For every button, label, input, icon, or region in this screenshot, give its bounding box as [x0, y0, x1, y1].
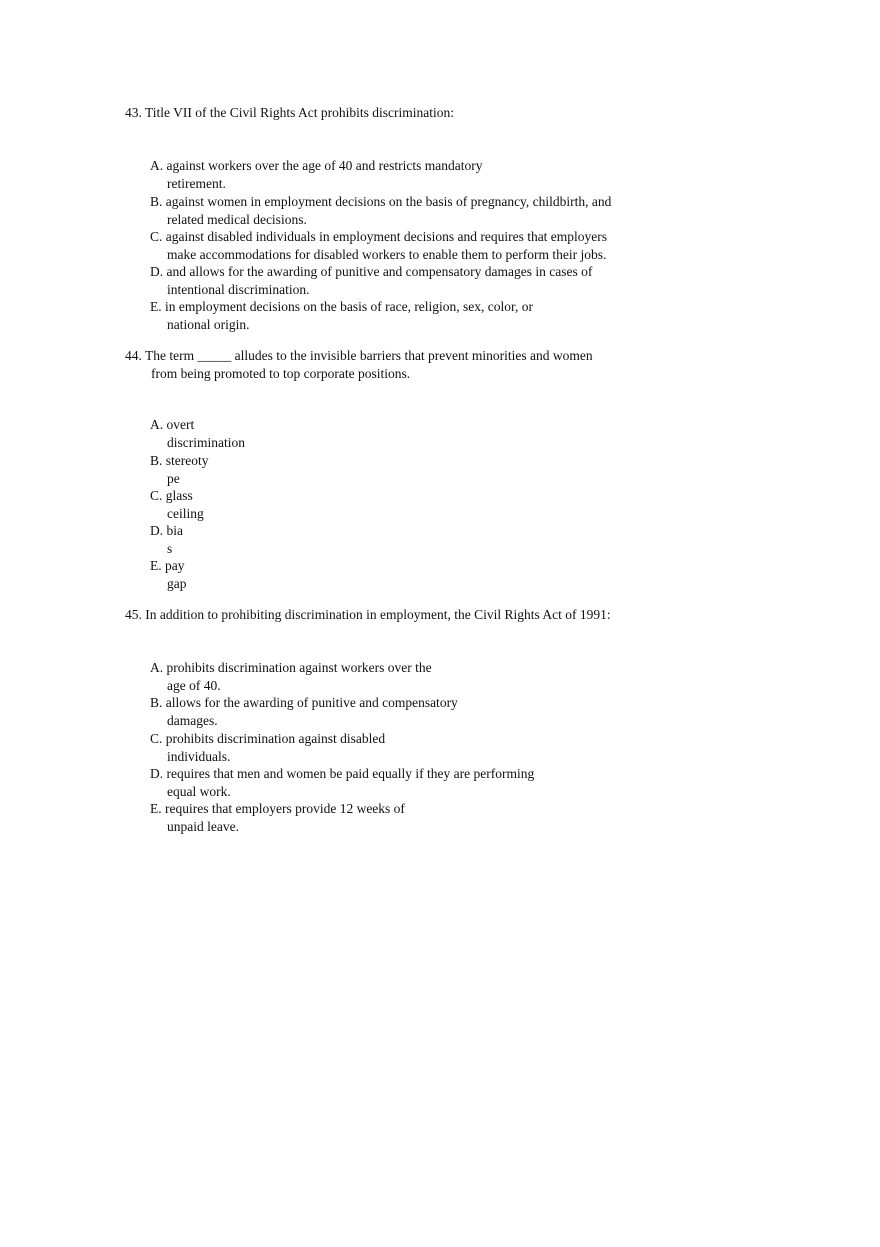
- option-letter: C.: [150, 488, 163, 503]
- question-44-option-a: [150, 416, 245, 451]
- option-letter: C.: [150, 229, 163, 244]
- question-45-option-d: [150, 765, 534, 800]
- option-letter: B.: [150, 194, 163, 209]
- question-45-option-b: [150, 694, 458, 729]
- question-44-option-c: [150, 487, 204, 522]
- option-letter: C.: [150, 731, 163, 746]
- option-letter: A.: [150, 660, 164, 675]
- question-44-option-b: [150, 452, 209, 487]
- option-text-line-2: individuals.: [167, 748, 231, 764]
- option-text-line-2: s: [167, 540, 173, 556]
- option-letter: E.: [150, 558, 162, 573]
- question-45-text: 45. In addition to prohibiting discrimination in employment, the Civil Rights Act of 1991:: [125, 607, 611, 622]
- option-letter: E.: [150, 299, 162, 314]
- option-text-line-2: unpaid leave.: [167, 818, 239, 834]
- option-letter: B.: [150, 453, 163, 468]
- option-text-line-1: prohibits discrimination against workers over the: [166, 660, 432, 675]
- question-44-text-line-1: 44. The term _____ alludes to the invisible barriers that prevent minorities and women: [125, 348, 593, 363]
- option-text-line-2: equal work.: [167, 783, 231, 799]
- option-text-line-2: discrimination: [167, 434, 245, 450]
- option-text-line-2: pe: [167, 470, 180, 486]
- question-45-option-e: [150, 800, 405, 835]
- option-text-line-1: bia: [166, 523, 183, 538]
- option-text-line-2: intentional discrimination.: [167, 281, 310, 297]
- option-letter: A.: [150, 417, 164, 432]
- option-text-line-2: retirement.: [167, 175, 226, 191]
- question-43-option-c: [150, 228, 607, 263]
- question-43-option-d: [150, 263, 592, 298]
- option-letter: A.: [150, 158, 164, 173]
- option-text-line-1: requires that employers provide 12 weeks of: [165, 801, 405, 816]
- option-text-line-1: in employment decisions on the basis of race, religion, sex, color, or: [165, 299, 533, 314]
- option-text-line-2: make accommodations for disabled workers to enable them to perform their jobs.: [167, 246, 607, 262]
- option-text-line-1: prohibits discrimination against disabled: [165, 731, 386, 746]
- question-43-text: 43. Title VII of the Civil Rights Act prohibits discrimination:: [125, 105, 455, 120]
- option-text-line-2: damages.: [167, 712, 218, 728]
- option-text-line-2: gap: [167, 575, 187, 591]
- option-text-line-1: glass: [165, 488, 193, 503]
- option-text-line-1: against disabled individuals in employment decisions and requires that employers: [165, 229, 608, 244]
- option-text-line-1: against women in employment decisions on the basis of pregnancy, childbirth, and: [165, 194, 612, 209]
- option-text-line-1: pay: [165, 558, 185, 573]
- question-43-option-e: [150, 298, 533, 333]
- option-letter: D.: [150, 766, 164, 781]
- option-text-line-1: allows for the awarding of punitive and compensatory: [165, 695, 458, 710]
- question-44-text-line-2: from being promoted to top corporate positions.: [151, 365, 411, 381]
- option-letter: D.: [150, 523, 164, 538]
- option-text-line-2: age of 40.: [167, 677, 221, 693]
- option-text-line-1: stereoty: [165, 453, 209, 468]
- option-text-line-2: ceiling: [167, 505, 204, 521]
- question-43-option-b: [150, 193, 611, 228]
- option-letter: E.: [150, 801, 162, 816]
- option-text-line-1: overt: [166, 417, 195, 432]
- option-letter: B.: [150, 695, 163, 710]
- question-45-option-c: [150, 730, 385, 765]
- option-text-line-1: against workers over the age of 40 and restricts mandatory: [166, 158, 483, 173]
- question-43-option-a: [150, 157, 483, 192]
- question-45-option-a: [150, 659, 432, 694]
- question-44-stem: [125, 347, 593, 382]
- question-44-option-e: [150, 557, 187, 592]
- option-text-line-1: requires that men and women be paid equally if they are performing: [166, 766, 535, 781]
- question-45-stem: [125, 606, 611, 624]
- question-44-option-d: [150, 522, 183, 557]
- option-text-line-1: and allows for the awarding of punitive and compensatory damages in cases of: [166, 264, 593, 279]
- option-text-line-2: national origin.: [167, 316, 250, 332]
- question-43-stem: [125, 104, 454, 122]
- option-text-line-2: related medical decisions.: [167, 211, 307, 227]
- option-letter: D.: [150, 264, 164, 279]
